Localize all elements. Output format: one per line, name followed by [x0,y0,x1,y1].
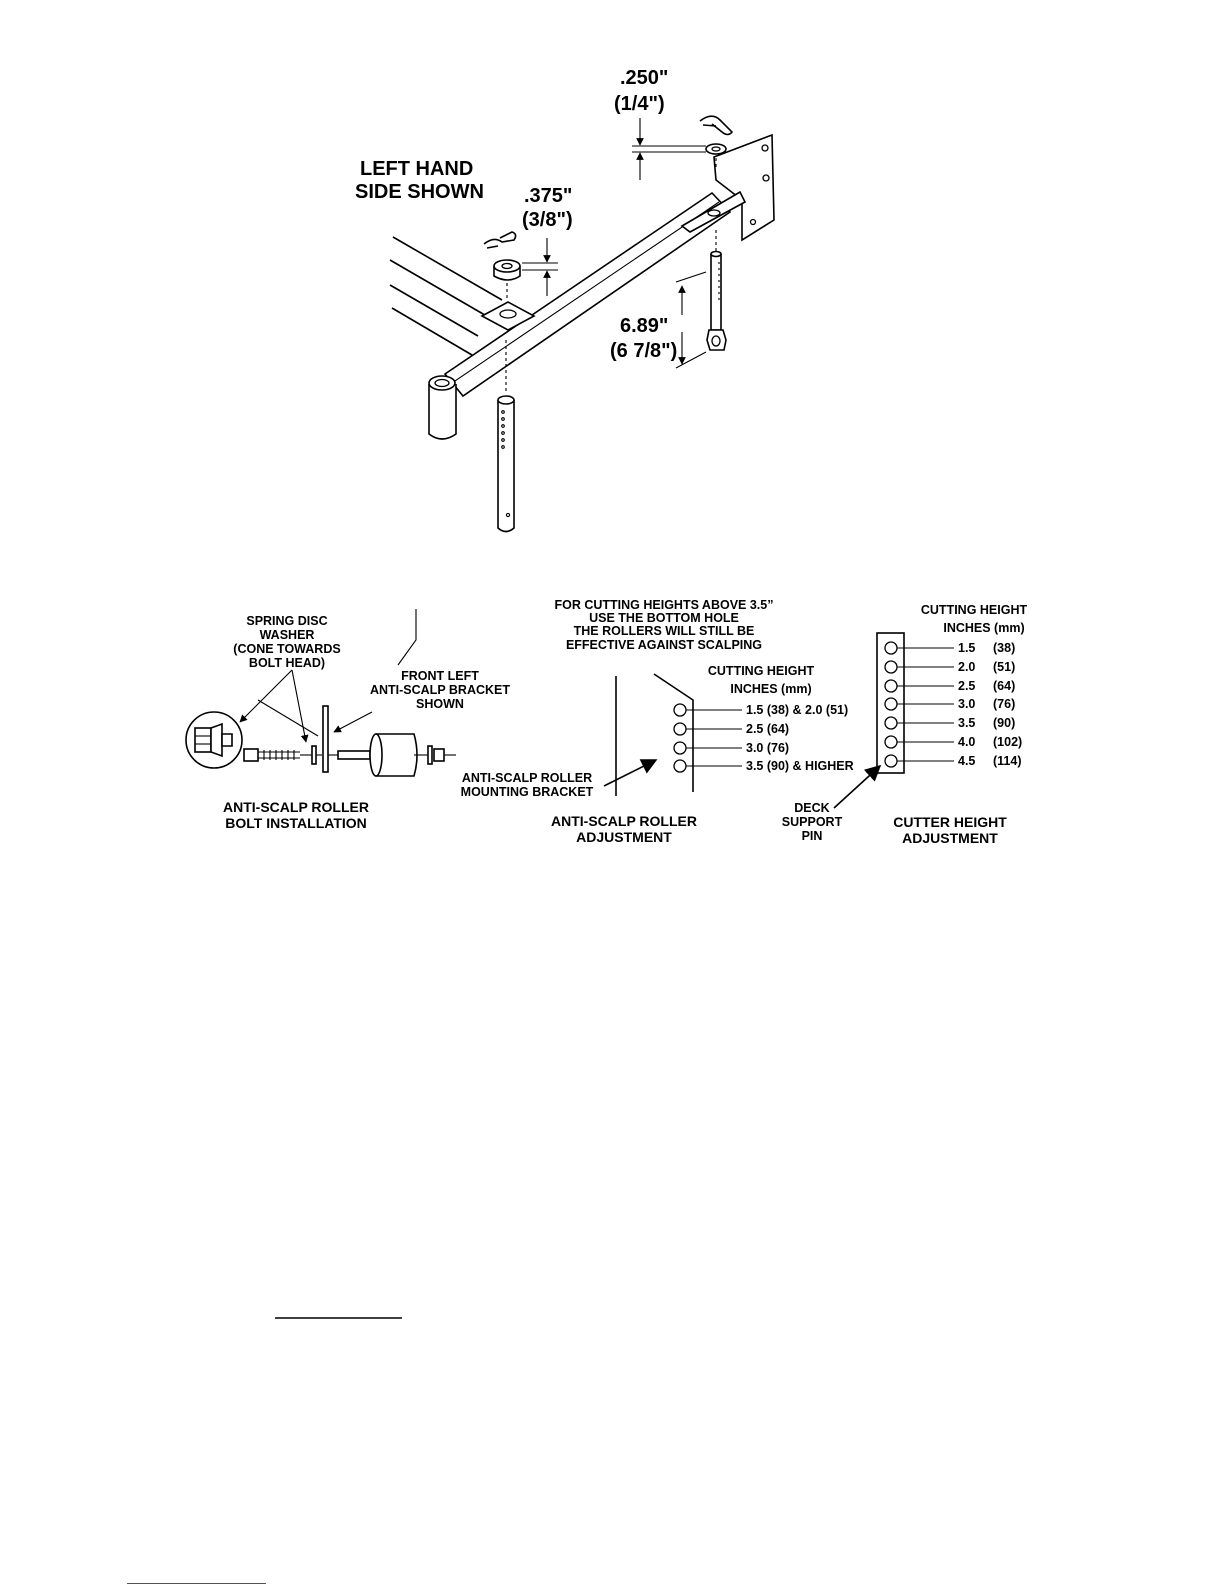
roller-hole-3-label: 3.0 (76) [746,741,790,755]
washer-note-line1: SPRING DISC [246,614,328,628]
anti-scalp-arm [429,193,730,439]
cutter-row-1-mm: (38) [993,641,1016,655]
side-note-line2: SIDE SHOWN [355,181,484,203]
cutter-header-line2: INCHES (mm) [943,621,1025,635]
roller-header-line2: INCHES (mm) [730,682,812,696]
dim-top-fraction: (1/4") [614,93,665,115]
dim-pin-inch: 6.89" [620,315,669,337]
washer-note-line2: WASHER [259,628,315,642]
roller-header-line1: CUTTING HEIGHT [707,664,815,678]
cutter-row-7-mm: (114) [993,754,1022,768]
cutter-header-line1: CUTTING HEIGHT [920,603,1028,617]
roller-caption-line1: ANTI-SCALP ROLLER [551,813,697,829]
bracket-note-line2: ANTI-SCALP BRACKET [369,683,511,697]
cutter-row-5-inches: 3.5 [958,716,976,730]
dim-pin-length [610,272,706,368]
roller-hole-1 [674,703,848,717]
roller-hole-2 [674,722,789,736]
washer-note-line3: (CONE TOWARDS [233,642,341,656]
dim-mid-inch: .375" [524,185,573,207]
roller-hole-2-label: 2.5 (64) [746,722,790,736]
mount-bracket-line1: ANTI-SCALP ROLLER [461,771,593,785]
roller-hole-4-label: 3.5 (90) & HIGHER [746,759,854,773]
dim-pin-fraction: (6 7/8") [610,340,678,362]
roller-note-line1: FOR CUTTING HEIGHTS ABOVE 3.5” [554,598,774,612]
dim-mid-fraction: (3/8") [522,209,573,231]
height-pin-short [707,230,726,350]
roller-hole-1-label: 1.5 (38) & 2.0 (51) [746,703,849,717]
cutter-row-1-inches: 1.5 [958,641,976,655]
washer-detail-magnifier [186,712,242,768]
dim-washer-top [614,67,706,180]
pin-label-line3: PIN [801,829,823,843]
deck-frame-diagram [355,67,774,532]
cutter-row-3-mm: (64) [993,679,1016,693]
roller-hole-4 [674,759,854,773]
cutter-row-2-inches: 2.0 [958,660,976,674]
pin-label-line1: DECK [794,801,830,815]
cutter-row-7-inches: 4.5 [958,754,976,768]
roller-note-line4: EFFECTIVE AGAINST SCALPING [565,638,763,652]
cutter-caption-line1: CUTTER HEIGHT [893,814,1007,830]
bolt-caption-line2: BOLT INSTALLATION [225,815,367,831]
cutter-row-4-mm: (76) [993,697,1016,711]
cutter-row-3-inches: 2.5 [958,679,976,693]
side-note [355,158,484,203]
cutter-row-2-mm: (51) [993,660,1016,674]
mounting-plate [682,135,774,240]
cutter-row-7 [885,754,1022,768]
roller-caption-line2: ADJUSTMENT [576,829,672,845]
washer-note-line4: BOLT HEAD) [248,656,326,670]
roller-note-line3: THE ROLLERS WILL STILL BE [573,624,755,638]
cutter-row-4-inches: 3.0 [958,697,976,711]
side-note-line1: LEFT HAND [360,158,474,180]
pin-label-line2: SUPPORT [781,815,843,829]
cutter-height-diagram [782,603,1028,846]
retaining-clip-mid [484,232,516,248]
mount-bracket-line2: MOUNTING BRACKET [460,785,594,799]
bolt-assembly [244,706,456,776]
bracket-right-edge [654,674,693,792]
cutter-row-6-inches: 4.0 [958,735,976,749]
dim-top-inch: .250" [620,67,669,89]
retaining-clip-top [700,116,732,134]
roller-note-line2: USE THE BOTTOM HOLE [589,611,739,625]
bolt-caption-line1: ANTI-SCALP ROLLER [223,799,369,815]
cutter-caption-line2: ADJUSTMENT [902,830,998,846]
cutter-row-6 [885,735,1022,749]
roller-hole-3 [674,741,789,755]
frame-rails [390,237,502,355]
cutter-row-6-mm: (102) [993,735,1023,749]
bracket-note-line1: FRONT LEFT [401,669,479,683]
dim-washer-mid [522,185,573,296]
washer-mid [494,260,520,300]
bracket-note-line3: SHOWN [416,697,464,711]
cutter-row-5-mm: (90) [993,716,1016,730]
